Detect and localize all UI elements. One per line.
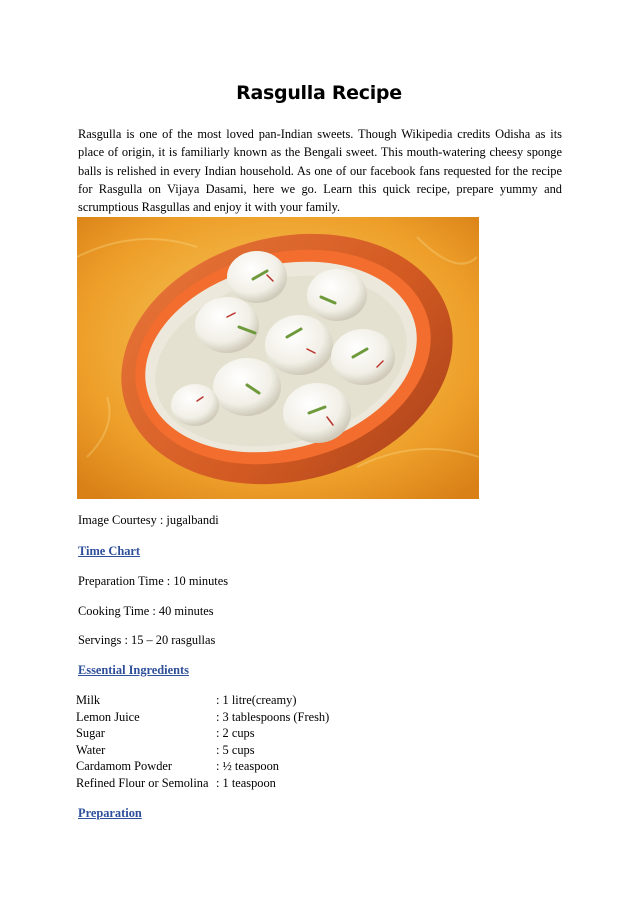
ingredient-row [76, 692, 329, 709]
ingredient-row [76, 775, 329, 792]
ingredient-name: Milk [76, 693, 101, 707]
ingredient-row [76, 725, 329, 742]
ingredient-row [76, 742, 329, 759]
time-chart-heading[interactable]: Time Chart [78, 544, 141, 558]
ingredient-name: Lemon Juice [76, 709, 140, 724]
ingredient-row [76, 758, 329, 775]
ingredients-heading[interactable]: Essential Ingredients [78, 663, 189, 677]
preparation-heading[interactable]: Preparation [78, 806, 142, 820]
ingredient-name: Sugar [76, 726, 105, 741]
page-title: Rasgulla Recipe [236, 82, 402, 104]
ingredient-quantity: : 5 cups [216, 742, 255, 757]
ingredient-name: Cardamom Powder [76, 759, 173, 774]
ingredient-quantity: : 1 litre(creamy) [216, 693, 297, 707]
ingredient-name: Refined Flour or Semolina [76, 775, 209, 790]
ingredient-quantity: : ½ teaspoon [216, 759, 279, 774]
ingredient-quantity: : 2 cups [216, 726, 255, 741]
ingredient-quantity: : 3 tablespoons (Fresh) [216, 709, 330, 724]
intro-paragraph: Rasgulla is one of the most loved pan-Indian sweets. Though Wikipedia credits Odisha as its place of origin, it is familiarly known as the Bengali sweet. This mouth-watering cheesy sponge balls is relished in every Indian household. As one of our facebook fans requested for the recipe for Rasgulla on Vijaya Dasami, here we go. Learn this quick recipe, prepare yummy and scrumptious Rasgullas and enjoy it with your family. [78, 127, 562, 215]
preparation-time: Preparation Time : 10 minutes [78, 574, 229, 588]
ingredient-quantity: : 1 teaspoon [216, 775, 276, 790]
cooking-time: Cooking Time : 40 minutes [78, 604, 214, 618]
ingredients-list [76, 692, 329, 792]
ingredient-row [76, 709, 329, 726]
servings: Servings : 15 – 20 rasgullas [78, 633, 216, 647]
rasgulla-photo [77, 217, 479, 499]
ingredient-name: Water [76, 742, 106, 757]
image-courtesy: Image Courtesy : jugalbandi [78, 513, 219, 527]
